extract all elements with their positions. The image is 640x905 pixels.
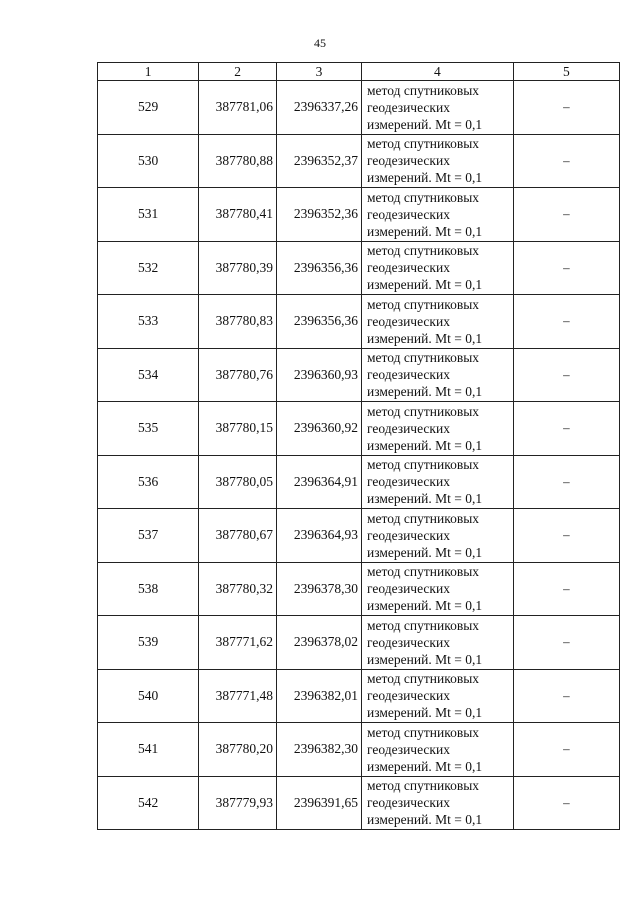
- x-coordinate-text: 387780,83: [215, 313, 274, 329]
- point-number-cell: [98, 295, 199, 349]
- y-coordinate-cell: [277, 81, 362, 135]
- table-row: [98, 188, 620, 242]
- point-number-cell: [98, 669, 199, 723]
- point-number-cell: [98, 509, 199, 563]
- note-cell: [513, 509, 619, 563]
- x-coordinate-cell: [199, 188, 277, 242]
- y-coordinate-text: 2396337,26: [293, 99, 359, 115]
- point-number-text: 538: [137, 580, 159, 596]
- table-row: [98, 669, 620, 723]
- y-coordinate-text: 2396364,93: [293, 527, 359, 543]
- method-cell: [362, 402, 514, 456]
- x-coordinate-cell: [199, 776, 277, 830]
- point-number-cell: [98, 188, 199, 242]
- y-coordinate-cell: [277, 188, 362, 242]
- method-cell: [362, 509, 514, 563]
- x-coordinate-text: 387771,48: [215, 687, 274, 703]
- x-coordinate-text: 387780,05: [215, 473, 274, 489]
- x-coordinate-cell: [199, 134, 277, 188]
- page-number: 45: [314, 36, 326, 50]
- note-cell: [513, 295, 619, 349]
- y-coordinate-text: 2396382,30: [293, 741, 359, 757]
- y-coordinate-cell: [277, 241, 362, 295]
- method-text: метод спутниковых геодезических измерений. Mt = 0,1: [367, 296, 483, 346]
- method-text: метод спутниковых геодезических измерений. Mt = 0,1: [367, 671, 483, 721]
- y-coordinate-text: 2396391,65: [293, 794, 359, 810]
- point-number-text: 531: [137, 206, 159, 222]
- table-row: [98, 616, 620, 670]
- header-row: [98, 63, 620, 81]
- y-coordinate-cell: [277, 776, 362, 830]
- note-text: –: [563, 99, 570, 115]
- note-cell: [513, 616, 619, 670]
- y-coordinate-cell: [277, 669, 362, 723]
- point-number-text: 533: [137, 313, 159, 329]
- x-coordinate-text: 387780,67: [215, 527, 274, 543]
- table-row: [98, 723, 620, 777]
- point-number-cell: [98, 348, 199, 402]
- table-row: [98, 134, 620, 188]
- method-cell: [362, 616, 514, 670]
- table-row: [98, 509, 620, 563]
- note-text: –: [563, 206, 570, 222]
- y-coordinate-text: 2396352,37: [293, 152, 359, 168]
- note-cell: [513, 81, 619, 135]
- note-cell: [513, 455, 619, 509]
- point-number-text: 530: [137, 152, 159, 168]
- point-number-cell: [98, 723, 199, 777]
- x-coordinate-text: 387780,39: [215, 259, 274, 275]
- method-cell: [362, 776, 514, 830]
- point-number-cell: [98, 562, 199, 616]
- table-body: [98, 81, 620, 830]
- table-row: [98, 455, 620, 509]
- x-coordinate-text: 387781,06: [215, 99, 274, 115]
- method-cell: [362, 455, 514, 509]
- point-number-text: 529: [137, 99, 159, 115]
- y-coordinate-text: 2396360,92: [293, 420, 359, 436]
- note-text: –: [563, 473, 570, 489]
- x-coordinate-cell: [199, 669, 277, 723]
- point-number-cell: [98, 134, 199, 188]
- note-cell: [513, 669, 619, 723]
- point-number-cell: [98, 455, 199, 509]
- x-coordinate-cell: [199, 402, 277, 456]
- point-number-cell: [98, 241, 199, 295]
- method-text: метод спутниковых геодезических измерений. Mt = 0,1: [367, 350, 483, 400]
- table-row: [98, 776, 620, 830]
- point-number-cell: [98, 81, 199, 135]
- header-col-5: 5: [513, 63, 619, 81]
- table-row: [98, 241, 620, 295]
- header-col-4: 4: [362, 63, 514, 81]
- point-number-cell: [98, 776, 199, 830]
- point-number-text: 535: [137, 420, 159, 436]
- note-text: –: [563, 794, 570, 810]
- x-coordinate-cell: [199, 348, 277, 402]
- header-col-3: 3: [277, 63, 362, 81]
- point-number-cell: [98, 616, 199, 670]
- point-number-text: 541: [137, 741, 159, 757]
- y-coordinate-cell: [277, 616, 362, 670]
- method-cell: [362, 348, 514, 402]
- y-coordinate-cell: [277, 295, 362, 349]
- y-coordinate-cell: [277, 723, 362, 777]
- x-coordinate-cell: [199, 723, 277, 777]
- note-cell: [513, 134, 619, 188]
- y-coordinate-text: 2396356,36: [293, 313, 359, 329]
- note-text: –: [563, 152, 570, 168]
- point-number-text: 542: [137, 794, 159, 810]
- y-coordinate-cell: [277, 402, 362, 456]
- method-cell: [362, 188, 514, 242]
- x-coordinate-cell: [199, 241, 277, 295]
- note-text: –: [563, 527, 570, 543]
- coordinates-table: [97, 62, 620, 830]
- y-coordinate-cell: [277, 562, 362, 616]
- method-cell: [362, 295, 514, 349]
- table-row: [98, 81, 620, 135]
- x-coordinate-cell: [199, 616, 277, 670]
- method-text: метод спутниковых геодезических измерений. Mt = 0,1: [367, 617, 483, 667]
- note-text: –: [563, 634, 570, 650]
- method-text: метод спутниковых геодезических измерений. Mt = 0,1: [367, 189, 483, 239]
- x-coordinate-text: 387780,88: [215, 152, 274, 168]
- point-number-text: 540: [137, 687, 159, 703]
- x-coordinate-cell: [199, 81, 277, 135]
- note-text: –: [563, 741, 570, 757]
- y-coordinate-text: 2396378,30: [293, 580, 359, 596]
- x-coordinate-text: 387780,32: [215, 580, 274, 596]
- note-cell: [513, 402, 619, 456]
- table-row: [98, 402, 620, 456]
- x-coordinate-text: 387780,76: [215, 366, 274, 382]
- method-cell: [362, 134, 514, 188]
- point-number-text: 537: [137, 527, 159, 543]
- note-cell: [513, 348, 619, 402]
- y-coordinate-text: 2396364,91: [293, 473, 359, 489]
- note-cell: [513, 562, 619, 616]
- y-coordinate-text: 2396352,36: [293, 206, 359, 222]
- note-cell: [513, 188, 619, 242]
- method-text: метод спутниковых геодезических измерений. Mt = 0,1: [367, 82, 483, 132]
- point-number-text: 536: [137, 473, 159, 489]
- x-coordinate-text: 387779,93: [215, 794, 274, 810]
- table-row: [98, 295, 620, 349]
- method-text: метод спутниковых геодезических измерений. Mt = 0,1: [367, 778, 483, 828]
- x-coordinate-text: 387780,20: [215, 741, 274, 757]
- method-text: метод спутниковых геодезических измерений. Mt = 0,1: [367, 564, 483, 614]
- point-number-text: 539: [137, 634, 159, 650]
- y-coordinate-cell: [277, 348, 362, 402]
- method-text: метод спутниковых геодезических измерений. Mt = 0,1: [367, 457, 483, 507]
- note-text: –: [563, 313, 570, 329]
- note-cell: [513, 723, 619, 777]
- point-number-text: 532: [137, 259, 159, 275]
- method-cell: [362, 669, 514, 723]
- method-cell: [362, 81, 514, 135]
- note-text: –: [563, 687, 570, 703]
- x-coordinate-cell: [199, 509, 277, 563]
- method-cell: [362, 723, 514, 777]
- table-row: [98, 562, 620, 616]
- y-coordinate-cell: [277, 509, 362, 563]
- method-text: метод спутниковых геодезических измерений. Mt = 0,1: [367, 403, 483, 453]
- y-coordinate-text: 2396378,02: [293, 634, 359, 650]
- y-coordinate-cell: [277, 455, 362, 509]
- note-text: –: [563, 366, 570, 382]
- header-col-1: 1: [98, 63, 199, 81]
- method-text: метод спутниковых геодезических измерений. Mt = 0,1: [367, 243, 483, 293]
- y-coordinate-cell: [277, 134, 362, 188]
- y-coordinate-text: 2396356,36: [293, 259, 359, 275]
- y-coordinate-text: 2396360,93: [293, 366, 359, 382]
- x-coordinate-cell: [199, 455, 277, 509]
- method-cell: [362, 562, 514, 616]
- method-text: метод спутниковых геодезических измерений. Mt = 0,1: [367, 510, 483, 560]
- x-coordinate-text: 387771,62: [215, 634, 274, 650]
- y-coordinate-text: 2396382,01: [293, 687, 359, 703]
- x-coordinate-cell: [199, 295, 277, 349]
- method-cell: [362, 241, 514, 295]
- table-row: [98, 348, 620, 402]
- method-text: метод спутниковых геодезических измерений. Mt = 0,1: [367, 724, 483, 774]
- note-cell: [513, 776, 619, 830]
- point-number-text: 534: [137, 366, 159, 382]
- note-cell: [513, 241, 619, 295]
- x-coordinate-cell: [199, 562, 277, 616]
- note-text: –: [563, 420, 570, 436]
- note-text: –: [563, 580, 570, 596]
- point-number-cell: [98, 402, 199, 456]
- x-coordinate-text: 387780,41: [215, 206, 274, 222]
- method-text: метод спутниковых геодезических измерений. Mt = 0,1: [367, 136, 483, 186]
- note-text: –: [563, 259, 570, 275]
- table-header: [98, 63, 620, 81]
- header-col-2: 2: [199, 63, 277, 81]
- x-coordinate-text: 387780,15: [215, 420, 274, 436]
